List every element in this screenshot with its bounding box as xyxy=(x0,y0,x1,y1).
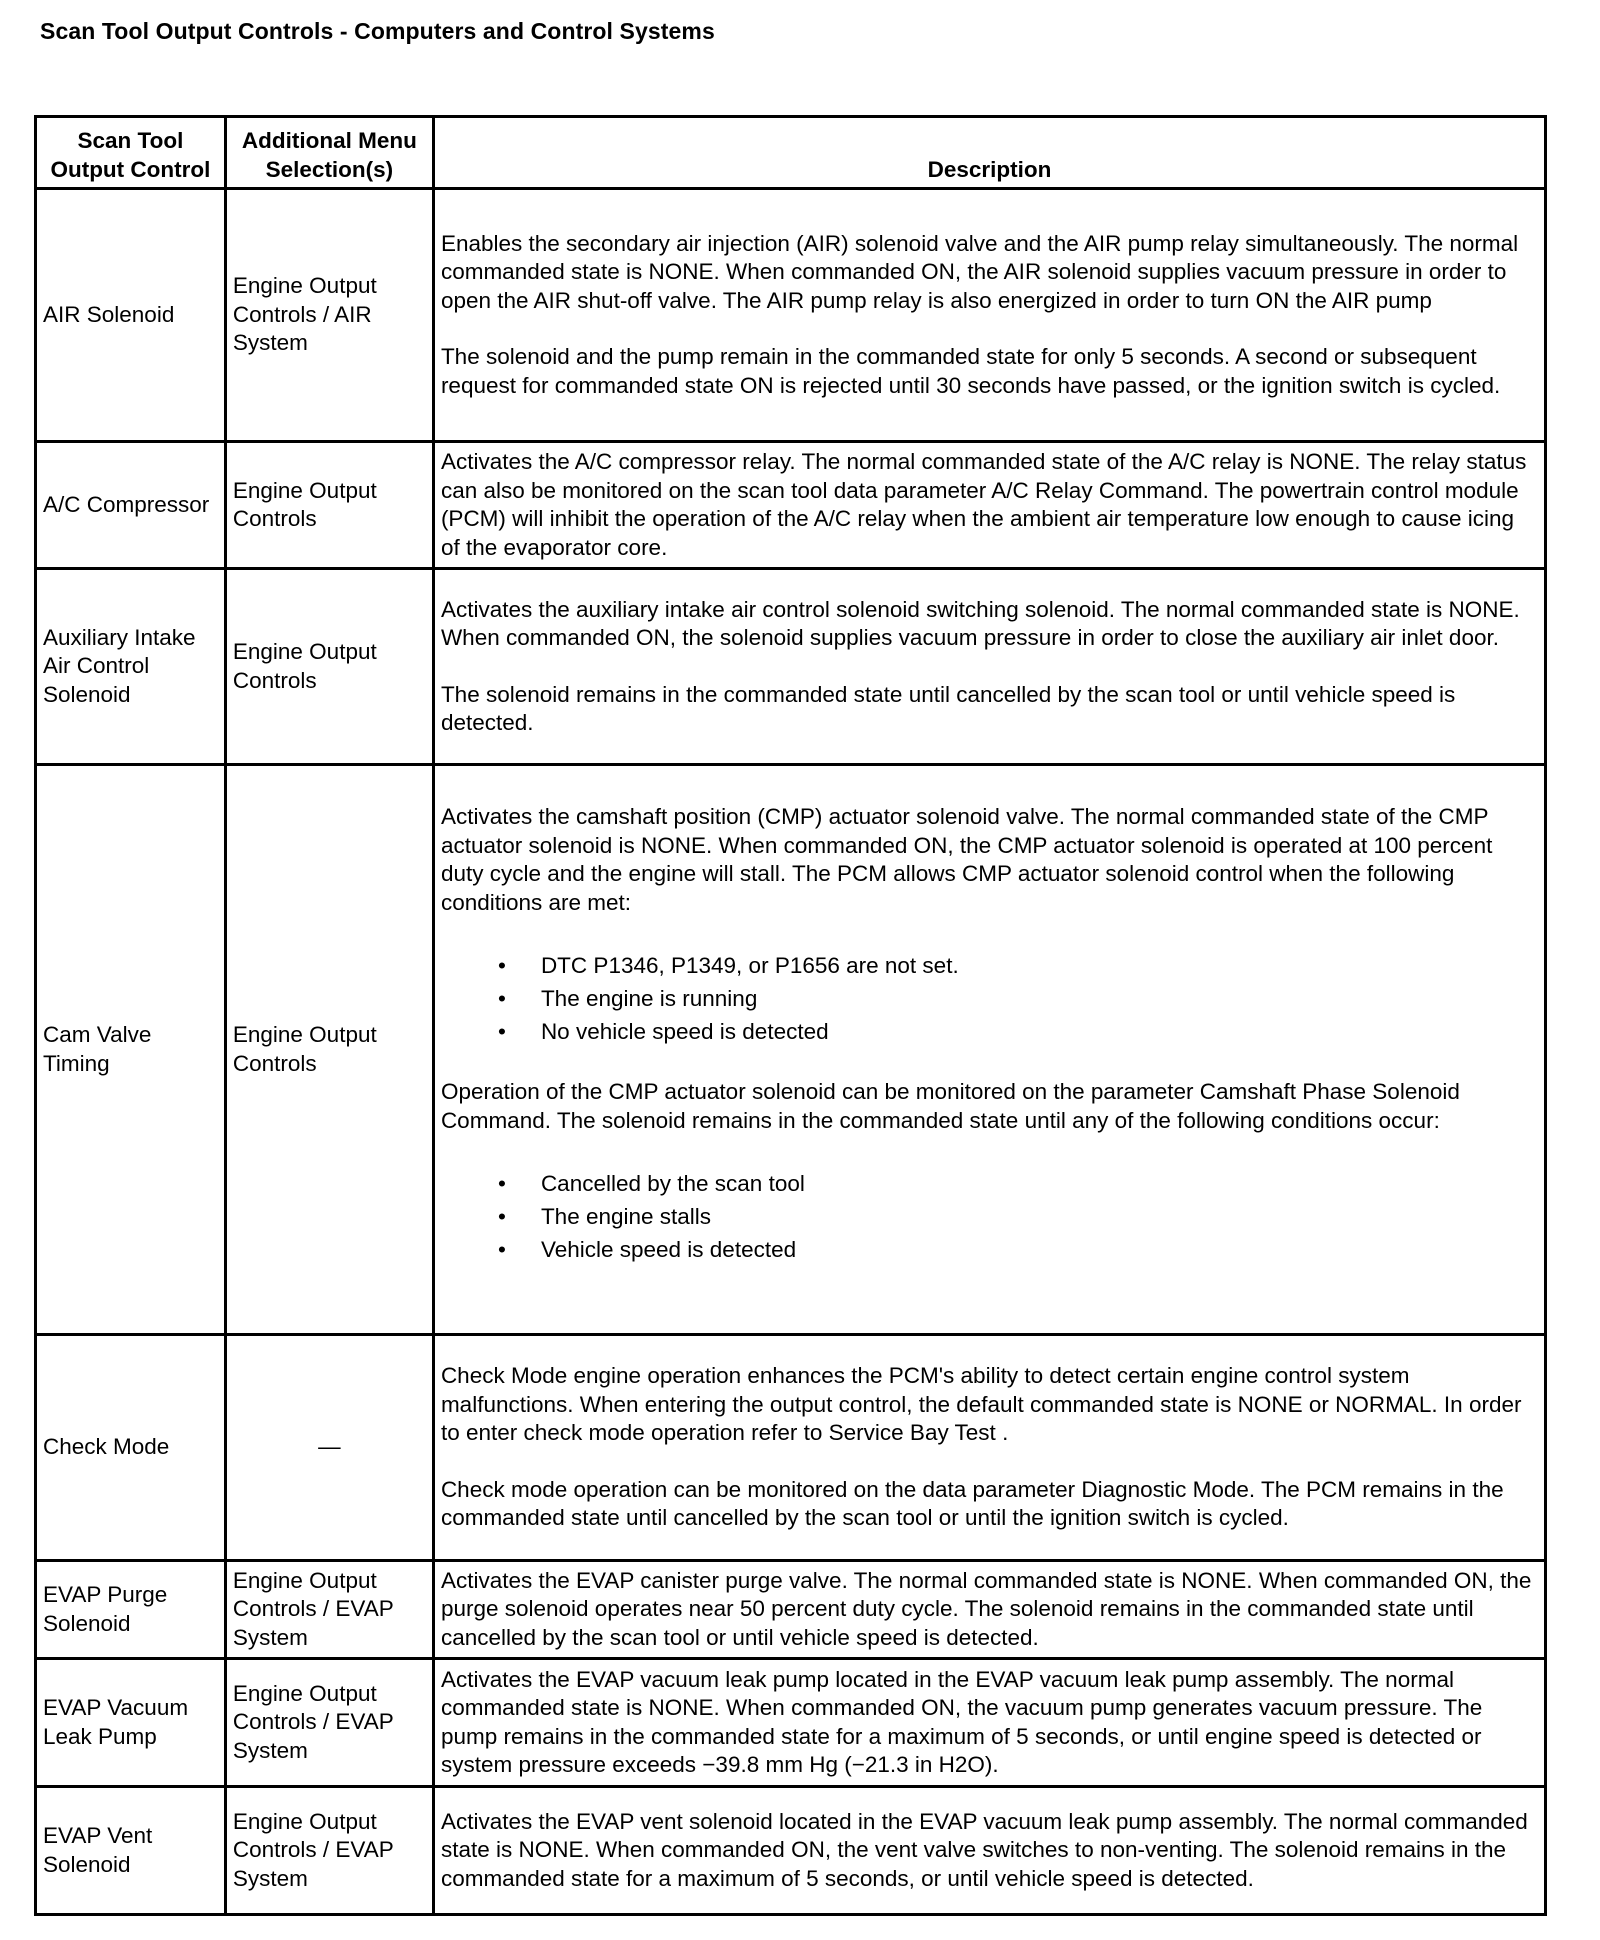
menu-selection: Engine Output Controls xyxy=(225,765,433,1335)
description-paragraph: Activates the A/C compressor relay. The normal commanded state of the A/C relay is NONE. The relay status can also be monitored on the scan tool data parameter A/C Relay Command. The powertrain control module (PCM) will inhibit the operation of the A/C relay when the ambient air temperature low enough to cause icing of the evaporator core. xyxy=(440,449,1527,560)
description xyxy=(433,1561,1545,1659)
description xyxy=(433,1335,1545,1561)
description-paragraph: Activates the camshaft position (CMP) actuator solenoid valve. The normal commanded state of the CMP actuator solenoid is NONE. When commanded ON, the CMP actuator solenoid is operated at 100 percent duty cycle and the engine will stall. The PCM allows CMP actuator solenoid control when the following conditions are met: xyxy=(440,804,1493,915)
table-row xyxy=(36,1659,1546,1787)
description-paragraph: Activates the EVAP canister purge valve. The normal commanded state is NONE. When commanded ON, the purge solenoid operates near 50 percent duty cycle. The solenoid remains in the commanded state until cancelled by the scan tool or until vehicle speed is detected. xyxy=(440,1567,1532,1650)
bullet-icon: • xyxy=(497,1019,506,1044)
control-name: EVAP Purge Solenoid xyxy=(36,1561,226,1659)
table-row xyxy=(36,1787,1546,1915)
list-item xyxy=(441,1200,1538,1233)
bullet-icon: • xyxy=(497,953,506,978)
table-row xyxy=(36,442,1546,569)
stop-condition-list xyxy=(441,1167,1538,1266)
list-item-text: Vehicle speed is detected xyxy=(540,1237,797,1262)
list-item xyxy=(441,1015,1538,1048)
description xyxy=(433,1659,1545,1787)
list-item xyxy=(441,1167,1538,1200)
description-paragraph: Activates the auxiliary intake air control solenoid switching solenoid. The normal commanded state is NONE. When commanded ON, the solenoid supplies vacuum pressure in order to close the auxiliary air inlet door. xyxy=(440,596,1520,650)
description xyxy=(433,189,1545,442)
condition-list xyxy=(441,949,1538,1048)
description xyxy=(433,1787,1545,1915)
bullet-icon: • xyxy=(497,1204,506,1229)
description xyxy=(433,765,1545,1335)
description-paragraph: Activates the EVAP vacuum leak pump located in the EVAP vacuum leak pump assembly. The normal commanded state is NONE. When commanded ON, the vacuum pump generates vacuum pressure. The pump remains in the commanded state for a maximum of 5 seconds, or until engine speed is detected or system pressure exceeds −39.8 mm Hg (−21.3 in H2O). xyxy=(440,1666,1483,1777)
list-item xyxy=(441,1233,1538,1266)
bullet-icon: • xyxy=(497,1171,506,1196)
bullet-icon: • xyxy=(497,986,506,1011)
bullet-icon: • xyxy=(497,1237,506,1262)
description-paragraph: The solenoid remains in the commanded state until cancelled by the scan tool or until vehicle speed is detected. xyxy=(440,681,1456,735)
description xyxy=(433,442,1545,569)
menu-selection: Engine Output Controls xyxy=(225,569,433,765)
table-row xyxy=(36,189,1546,442)
table-row xyxy=(36,569,1546,765)
header-output-control: Scan Tool Output Control xyxy=(36,117,226,189)
list-item xyxy=(441,982,1538,1015)
menu-selection: Engine Output Controls / EVAP System xyxy=(225,1787,433,1915)
list-item-text: The engine is running xyxy=(540,986,758,1011)
control-name: AIR Solenoid xyxy=(36,189,226,442)
control-name: Check Mode xyxy=(36,1335,226,1561)
output-controls-table xyxy=(34,115,1547,1916)
control-name: Auxiliary Intake Air Control Solenoid xyxy=(36,569,226,765)
list-item-text: The engine stalls xyxy=(540,1204,712,1229)
description-paragraph: The solenoid and the pump remain in the commanded state for only 5 seconds. A second or subsequent request for commanded state ON is rejected until 30 seconds have passed, or the ignition switch is cycled. xyxy=(440,344,1501,398)
control-name: A/C Compressor xyxy=(36,442,226,569)
description-paragraph: Enables the secondary air injection (AIR) solenoid valve and the AIR pump relay simultaneously. The normal commanded state is NONE. When commanded ON, the AIR solenoid supplies vacuum pressure in order to open the AIR shut-off valve. The AIR pump relay is also energized in order to turn ON the AIR pump xyxy=(440,230,1519,313)
list-item-text: DTC P1346, P1349, or P1656 are not set. xyxy=(540,953,959,978)
list-item xyxy=(441,949,1538,982)
description-paragraph: Check mode operation can be monitored on the data parameter Diagnostic Mode. The PCM remains in the commanded state until cancelled by the scan tool or until the ignition switch is cycled. xyxy=(440,1476,1504,1531)
table-header-row xyxy=(36,117,1546,189)
control-name: EVAP Vacuum Leak Pump xyxy=(36,1659,226,1787)
table-row xyxy=(36,765,1546,1335)
menu-selection: — xyxy=(225,1335,433,1561)
menu-selection: Engine Output Controls / EVAP System xyxy=(225,1561,433,1659)
list-item-text: No vehicle speed is detected xyxy=(540,1019,829,1044)
menu-selection: Engine Output Controls / AIR System xyxy=(225,189,433,442)
table-row xyxy=(36,1335,1546,1561)
control-name: EVAP Vent Solenoid xyxy=(36,1787,226,1915)
menu-selection: Engine Output Controls / EVAP System xyxy=(225,1659,433,1787)
description xyxy=(433,569,1545,765)
list-item-text: Cancelled by the scan tool xyxy=(540,1171,805,1196)
header-menu-selection: Additional Menu Selection(s) xyxy=(225,117,433,189)
description-paragraph: Operation of the CMP actuator solenoid can be monitored on the parameter Camshaft Phase Solenoid Command. The solenoid remains in the commanded state until any of the following conditions occur: xyxy=(440,1079,1460,1133)
header-description: Description xyxy=(433,117,1545,189)
page-title: Scan Tool Output Controls - Computers and Control Systems xyxy=(40,18,715,44)
control-name: Cam Valve Timing xyxy=(36,765,226,1335)
table-row xyxy=(36,1561,1546,1659)
description-paragraph: Check Mode engine operation enhances the PCM's ability to detect certain engine control system malfunctions. When entering the output control, the default commanded state is NONE or NORMAL. In order to enter check mode operation refer to Service Bay Test . xyxy=(440,1363,1522,1446)
description-paragraph: Activates the EVAP vent solenoid located in the EVAP vacuum leak pump assembly. The normal commanded state is NONE. When commanded ON, the vent valve switches to non-venting. The solenoid remains in the commanded state for a maximum of 5 seconds, or until vehicle speed is detected. xyxy=(440,1808,1528,1891)
menu-selection: Engine Output Controls xyxy=(225,442,433,569)
